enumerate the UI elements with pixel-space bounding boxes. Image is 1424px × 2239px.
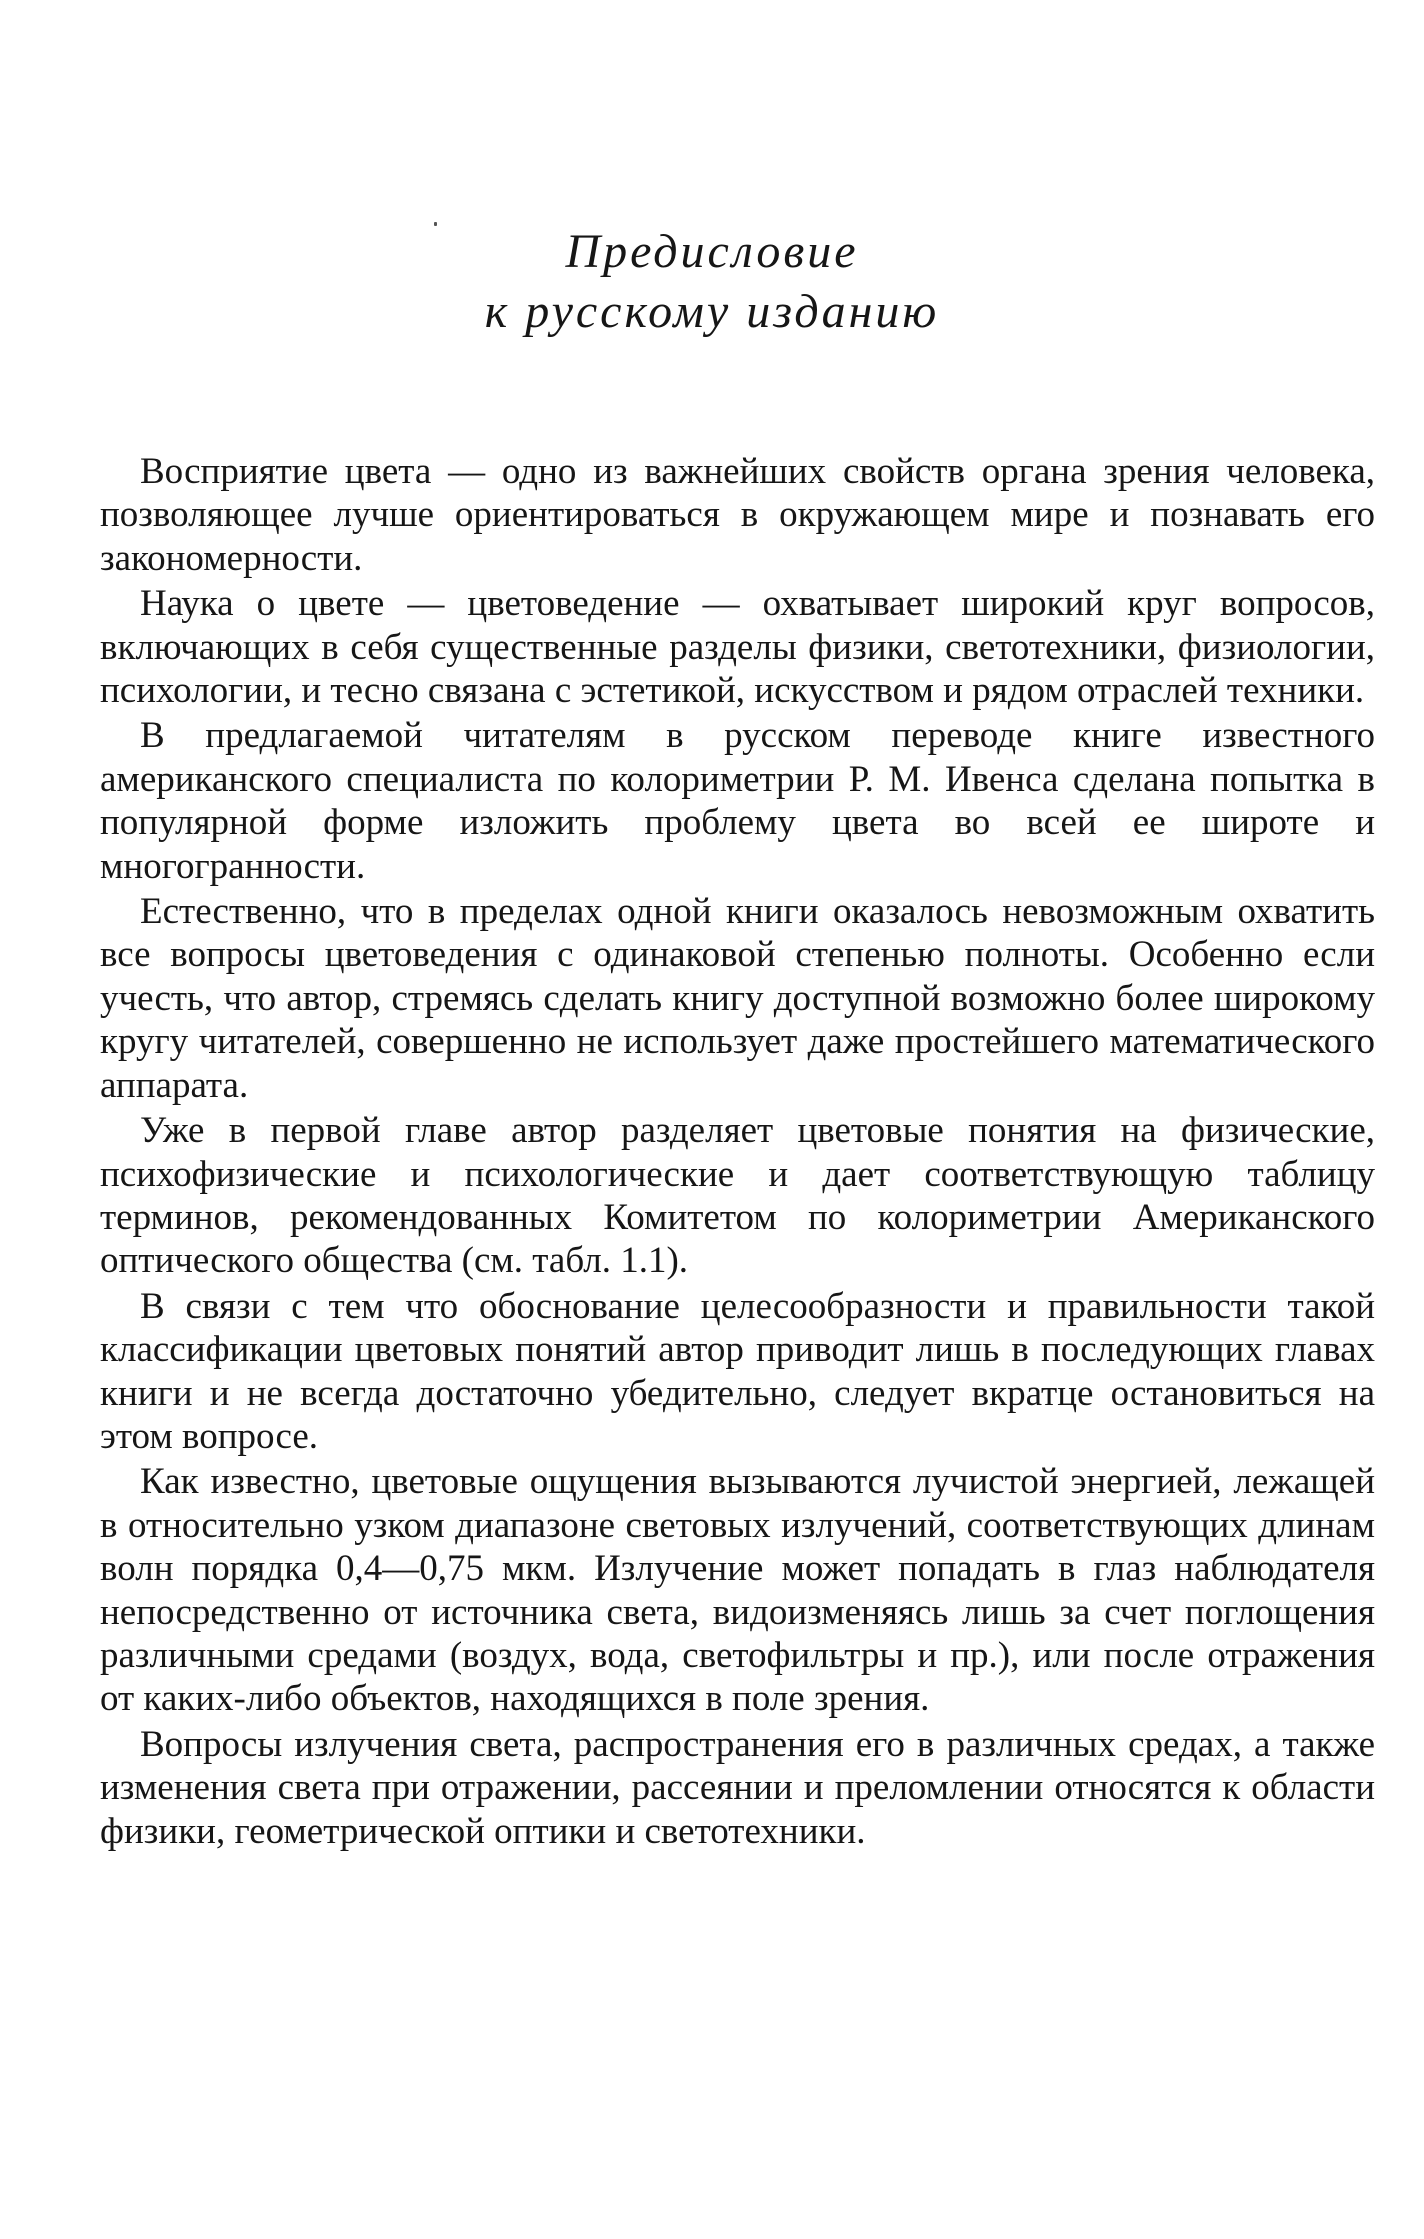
paragraph: Восприятие цвета — одно из важнейших свойств органа зрения человека, позволяющее лучше ориентироваться в окружающем мире и познавать его закономерности. [100, 451, 1375, 579]
title-line-1: Предисловие [565, 225, 859, 278]
body-text [100, 450, 1375, 1853]
paragraph: Как известно, цветовые ощущения вызываются лучистой энергией, лежащей в относительно узком диапазоне световых излучений, соответствующих длинам волн порядка 0,4—0,75 мкм. Излучение может попадать в глаз наблюдателя непосредственно от источника света, видоизменяясь лишь за счет поглощения различными средами (воздух, вода, светофильтры и пр.), или после отражения от каких-либо объектов, находящихся в поле зрения. [100, 1461, 1375, 1720]
title-line-2: к русскому изданию [484, 285, 940, 338]
paragraph: Наука о цвете — цветоведение — охватывает широкий круг вопросов, включающих в себя существенные разделы физики, светотехники, физиологии, психологии, и тесно связана с эстетикой, искусством и рядом отраслей техники. [100, 583, 1375, 712]
paragraph: Естественно, что в пределах одной книги оказалось невозможным охватить все вопросы цветоведения с одинаковой степенью полноты. Особенно если учесть, что автор, стремясь сделать книгу доступной возможно более широкому кругу читателей, совершенно не использует даже простейшего математического аппарата. [100, 891, 1375, 1106]
paragraph: В связи с тем что обоснование целесообразности и правильности такой классификации цветовых понятий автор приводит лишь в последующих главах книги и не всегда достаточно убедительно, следует вкратце остановиться на этом вопросе. [100, 1285, 1375, 1457]
paragraph: В предлагаемой читателям в русском переводе книге известного американского специалиста по колориметрии Р. М. Ивенса сделана попытка в популярной форме изложить проблему цвета во всей ее широте и многогранности. [100, 715, 1375, 887]
paragraph: Вопросы излучения света, распространения его в различных средах, а также изменения света при отражении, рассеянии и преломлении относятся к области физики, геометрической оптики и светотехники. [100, 1723, 1375, 1852]
paragraph: Уже в первой главе автор разделяет цветовые понятия на физические, психофизические и психологические и дает соответствующую таблицу терминов, рекомендованных Комитетом по колориметрии Американского оптического общества (см. табл. 1.1). [100, 1110, 1375, 1282]
page-title [0, 222, 1424, 342]
